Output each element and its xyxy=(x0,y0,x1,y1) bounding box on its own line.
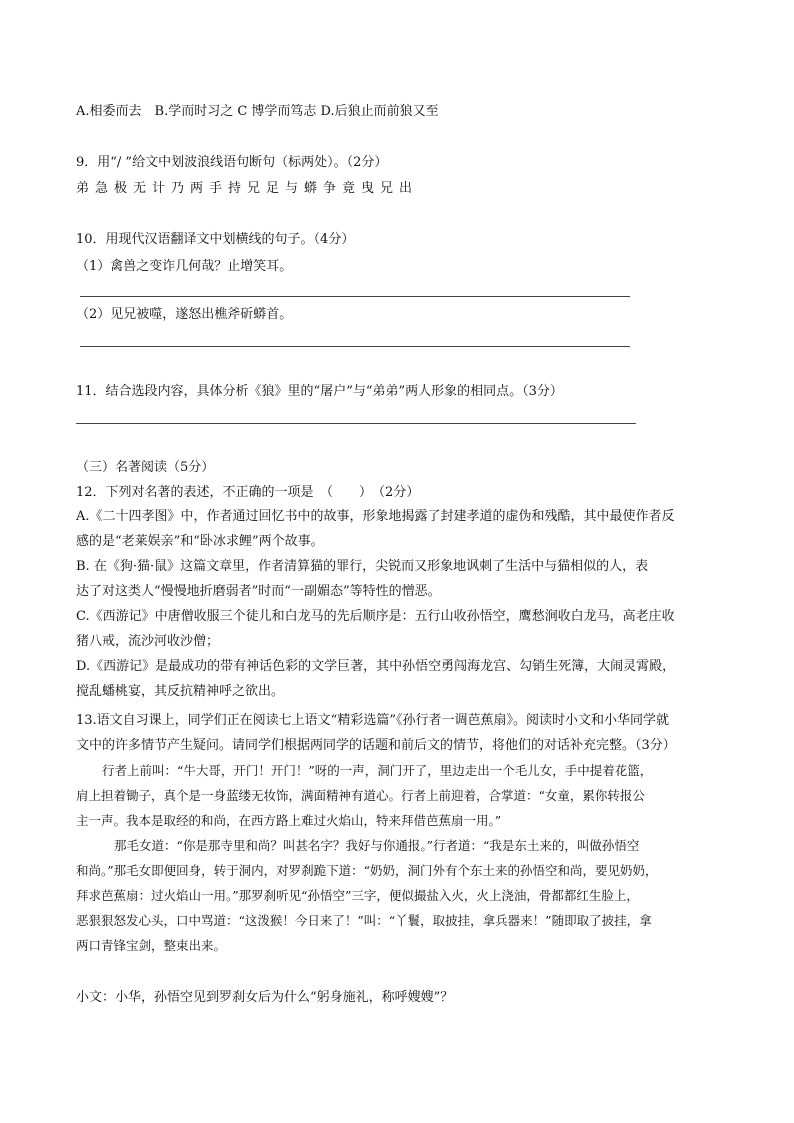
dialogue-xiaowen: 小文：小华，孙悟空见到罗刹女后为什么“躬身施礼，称呼嫂嫂”？ xyxy=(76,990,454,1005)
q12-option-d-line1: D.《西游记》是最成功的带有神话色彩的文学巨著，其中孙悟空勇闯海龙宫、勾销生死簿，大闹灵霄殿， xyxy=(76,659,676,674)
q12-options xyxy=(76,504,726,704)
passage-p2-line1: 那毛女道：“你是那寺里和尚？叫甚名字？我好与你通报。”行者道：“我是东土来的，叫做孙悟空 xyxy=(114,838,640,853)
passage-p2-line4: 恶狠狠怒发心头，口中骂道：“这泼猴！今日来了！”叫：“丫鬟，取披挂，拿兵器来！”随即取了披挂，拿 xyxy=(76,913,652,928)
q9-prompt: 9．用“/ ”给文中划波浪线语句断句（标两处）。（2分） xyxy=(76,155,388,170)
q12-option-b-line1: B. 在《狗·猫·鼠》这篇文章里，作者清算猫的罪行，尖锐而又形象地讽刺了生活中与猫相似的人，表 xyxy=(76,559,649,574)
answer-line-q10-2[interactable] xyxy=(80,346,630,347)
passage-p1-line1: 行者上前叫：“牛大哥，开门！开门！”呀的一声，洞门开了，里边走出一个毛儿女，手中提着花篮， xyxy=(102,763,653,778)
q11-prompt: 11．结合选段内容，具体分析《狼》里的“屠户”与“弟弟”两人形象的相同点。（3分） xyxy=(76,384,563,399)
section-title-classics: （三）名著阅读（5分） xyxy=(76,460,215,475)
q12-option-a-line2: 感的是“老莱娱亲”和“卧冰求鲤”两个故事。 xyxy=(76,534,324,549)
q13-prompt-line2: 文中的许多情节产生疑问。请同学们根据两同学的话题和前后文的情节，将他们的对话补充完整。（3分） xyxy=(76,738,676,753)
q12-option-c-line2: 猪八戒，流沙河收沙僧； xyxy=(76,634,220,649)
q13-passage xyxy=(76,758,736,958)
passage-p2-line3: 拜求芭蕉扇：过火焰山一用。”那罗刹听见“孙悟空”三字，便似撮盐入火，火上浇油，骨都都红生脸上， xyxy=(76,888,639,903)
q13-prompt xyxy=(76,708,736,758)
q12-prompt: 12．下列对名著的表述，不正确的一项是 （ ） （2分） xyxy=(76,485,420,500)
q12-option-b-line2: 达了对这类人“慢慢地折磨弱者”时而“一副媚态”等特性的憎恶。 xyxy=(76,584,441,599)
q9-sentence: 弟急极无计乃两手持兄足与蟒争竟曳兄出 xyxy=(76,181,419,196)
q12-option-c-line1: C.《西游记》中唐僧收服三个徒儿和白龙马的先后顺序是：五行山收孙悟空，鹰愁涧收白龙马，高老庄收 xyxy=(76,609,675,624)
passage-p2-line5: 两口青锋宝剑，整束出来。 xyxy=(76,938,227,953)
q12-option-a-line1: A.《二十四孝图》中，作者通过回忆书中的故事，形象地揭露了封建孝道的虚伪和残酷，其中最使作者反 xyxy=(76,509,675,524)
answer-line-q11[interactable] xyxy=(76,423,636,424)
answer-line-q10-1[interactable] xyxy=(80,296,630,297)
q10-sentence-1: （1）禽兽之变诈几何哉？止增笑耳。 xyxy=(76,259,293,274)
passage-p1-line3: 主一声。我本是取经的和尚，在西方路上难过火焰山，特来拜借芭蕉扇一用。” xyxy=(76,813,502,828)
q10-prompt: 10．用现代汉语翻译文中划横线的句子。（4分） xyxy=(76,232,355,247)
q10-sentence-2: （2）见兄被噬，遂怒出樵斧斫蟒首。 xyxy=(76,307,293,322)
passage-p2-line2: 和尚。”那毛女即便回身，转于洞内，对罗刹跪下道：“奶奶，洞门外有个东土来的孙悟空和尚，要见奶奶， xyxy=(76,863,658,878)
q12-option-d-line2: 搅乱蟠桃宴，其反抗精神呼之欲出。 xyxy=(76,684,285,699)
passage-p1-line2: 肩上担着锄子，真个是一身蓝缕无妆饰，满面精神有道心。行者上前迎着，合掌道：“女童，累你转报公 xyxy=(76,788,645,803)
q13-prompt-line1: 13.语文自习课上，同学们正在阅读七上语文“精彩选篇”《孙行者一调芭蕉扇》。阅读时小文和小华同学就 xyxy=(76,713,669,728)
q8-options: A.相委而去 B.学而时习之 C 博学而笃志 D.后狼止而前狼又至 xyxy=(76,104,439,119)
